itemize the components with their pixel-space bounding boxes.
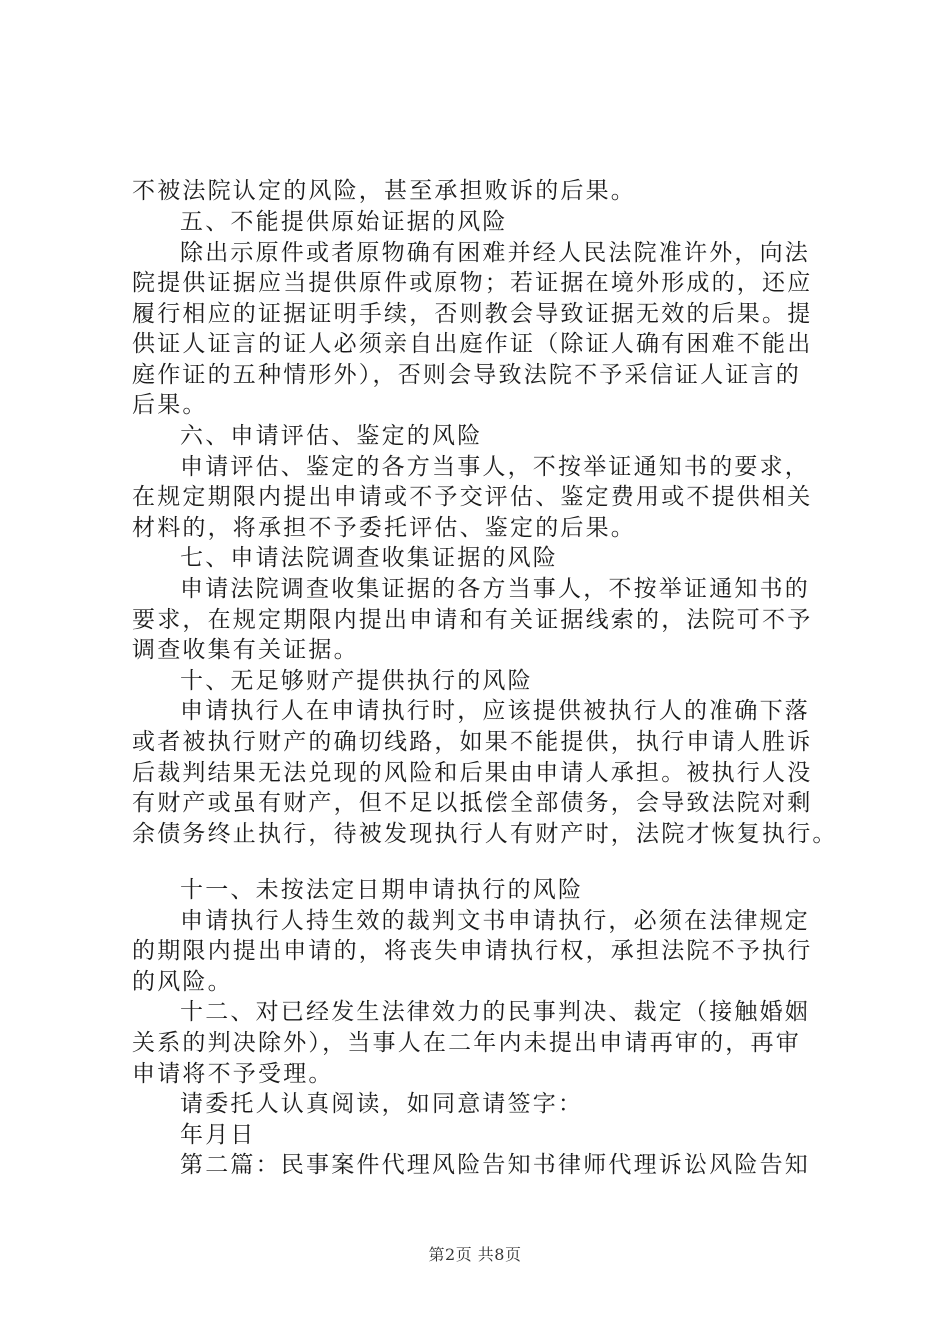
page-number-footer: 第2页 共8页 [428,1245,522,1264]
paragraph-line: 材料的，将承担不予委托评估、鉴定的后果。 [132,515,636,541]
section-heading: 十、无足够财产提供执行的风险 [180,668,533,694]
paragraph-line: 余债务终止执行，待被发现执行人有财产时，法院才恢复执行。 [132,821,838,847]
paragraph-line: 申请执行人在申请执行时，应该提供被执行人的准确下落 [180,698,810,724]
section-heading: 十一、未按法定日期申请执行的风险 [180,877,584,903]
paragraph-line: 调查收集有关证据。 [132,637,359,663]
section-heading: 六、申请评估、鉴定的风险 [180,423,483,449]
paragraph-line: 要求，在规定期限内提出申请和有关证据线索的，法院可不予 [132,607,813,633]
next-chapter-heading: 第二篇：民事案件代理风险告知书律师代理诉讼风险告知 [180,1152,810,1178]
signature-prompt: 请委托人认真阅读，如同意请签字： [180,1091,584,1117]
paragraph-line: 后裁判结果无法兑现的风险和后果由申请人承担。被执行人没 [132,760,813,786]
paragraph-line: 履行相应的证据证明手续，否则教会导致证据无效的后果。提 [132,301,813,327]
paragraph-line: 院提供证据应当提供原件或原物；若证据在境外形成的，还应 [132,270,813,296]
paragraph-line: 关系的判决除外），当事人在二年内未提出申请再审的，再审 [132,1030,801,1056]
paragraph-line: 申请将不予受理。 [132,1061,334,1087]
paragraph-line: 的风险。 [132,969,233,995]
section-heading: 七、申请法院调查收集证据的风险 [180,545,558,571]
paragraph-line: 庭作证的五种情形外），否则会导致法院不予采信证人证言的 [132,362,801,388]
paragraph-line: 申请法院调查收集证据的各方当事人，不按举证通知书的 [180,576,810,602]
date-line: 年月日 [180,1122,256,1148]
paragraph-line: 不被法院认定的风险，甚至承担败诉的后果。 [132,178,636,204]
section-heading: 十二、对已经发生法律效力的民事判决、裁定（接触婚姻 [180,999,810,1025]
paragraph-line: 有财产或虽有财产，但不足以抵偿全部债务，会导致法院对剩 [132,790,813,816]
paragraph-line: 申请执行人持生效的裁判文书申请执行，必须在法律规定 [180,908,810,934]
paragraph-line: 供证人证言的证人必须亲自出庭作证（除证人确有困难不能出 [132,331,813,357]
section-heading: 五、不能提供原始证据的风险 [180,209,508,235]
paragraph-line: 在规定期限内提出申请或不予交评估、鉴定费用或不提供相关 [132,484,813,510]
paragraph-line: 申请评估、鉴定的各方当事人，不按举证通知书的要求， [180,454,810,480]
paragraph-line: 除出示原件或者原物确有困难并经人民法院准许外，向法 [180,240,810,266]
paragraph-line: 或者被执行财产的确切线路，如果不能提供，执行申请人胜诉 [132,729,813,755]
paragraph-line: 的期限内提出申请的，将丧失申请执行权，承担法院不予执行 [132,938,813,964]
paragraph-line: 后果。 [132,392,208,418]
